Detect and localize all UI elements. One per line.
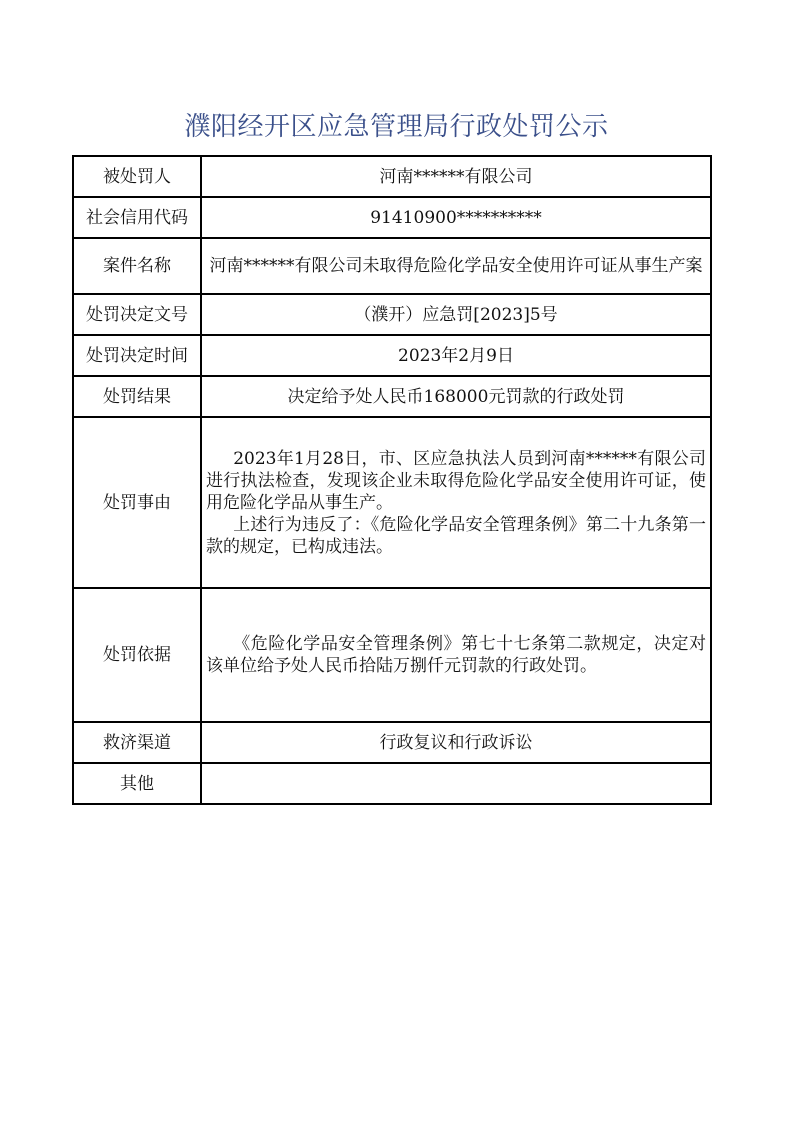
- reason-paragraph: 2023年1月28日，市、区应急执法人员到河南******有限公司进行执法检查，发现该企业未取得危险化学品安全使用许可证，使用危险化学品从事生产。: [206, 448, 706, 513]
- decision-no-label: 处罚决定文号: [73, 294, 201, 335]
- basis-content: [201, 588, 711, 722]
- remedy-value: 行政复议和行政诉讼: [201, 722, 711, 763]
- party-label: 被处罚人: [73, 156, 201, 197]
- result-value: 决定给予处人民币168000元罚款的行政处罚: [201, 376, 711, 417]
- basis-paragraph: 《危险化学品安全管理条例》第七十七条第二款规定，决定对该单位给予处人民币拾陆万捌仟元罚款的行政处罚。: [206, 634, 706, 676]
- row-remedy: [73, 722, 711, 763]
- reason-paragraph: 上述行为违反了：《危险化学品安全管理条例》第二十九条第一款的规定，已构成违法。: [206, 514, 706, 557]
- row-basis: [73, 588, 711, 722]
- row-other: [73, 763, 711, 804]
- party-value: 河南******有限公司: [201, 156, 711, 197]
- row-decision-date: [73, 335, 711, 376]
- case-name-value: 河南******有限公司未取得危险化学品安全使用许可证从事生产案: [201, 238, 711, 294]
- other-value: [201, 763, 711, 804]
- decision-date-value: 2023年2月9日: [201, 335, 711, 376]
- credit-code-label: 社会信用代码: [73, 197, 201, 238]
- case-name-label: 案件名称: [73, 238, 201, 294]
- decision-no-value: （濮开）应急罚[2023]5号: [201, 294, 711, 335]
- row-reason: [73, 417, 711, 588]
- remedy-label: 救济渠道: [73, 722, 201, 763]
- row-decision-no: [73, 294, 711, 335]
- reason-label: 处罚事由: [73, 417, 201, 588]
- page-title: 濮阳经开区应急管理局行政处罚公示: [184, 112, 609, 142]
- basis-label: 处罚依据: [73, 588, 201, 722]
- credit-code-value: 91410900**********: [201, 197, 711, 238]
- row-party: [73, 156, 711, 197]
- result-label: 处罚结果: [73, 376, 201, 417]
- penalty-table: [72, 155, 712, 805]
- row-case-name: [73, 238, 711, 294]
- decision-date-label: 处罚决定时间: [73, 335, 201, 376]
- other-label: 其他: [73, 763, 201, 804]
- row-result: [73, 376, 711, 417]
- row-credit-code: [73, 197, 711, 238]
- reason-content: [201, 417, 711, 588]
